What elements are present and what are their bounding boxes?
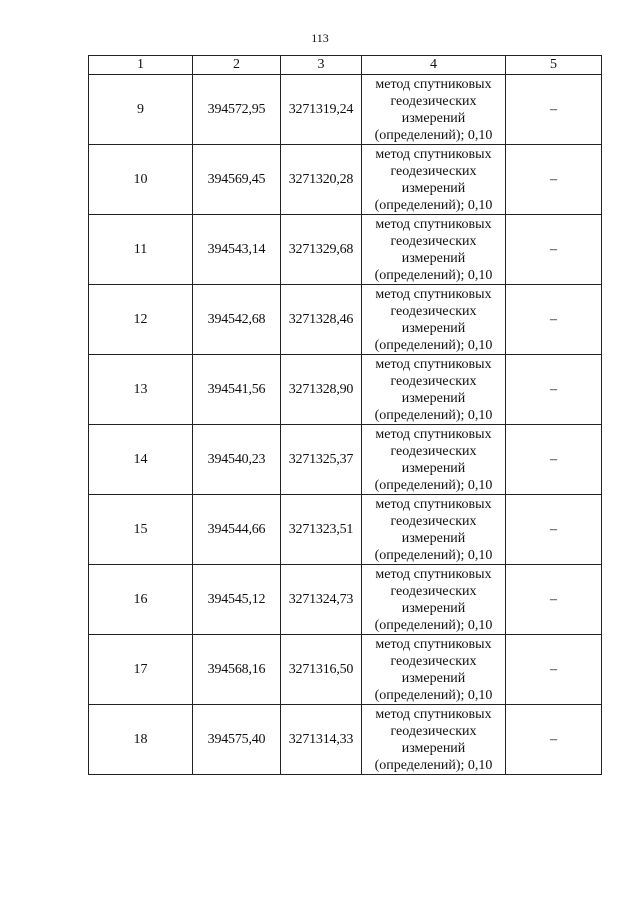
method-line: (определений); 0,10 (374, 127, 493, 143)
x-coordinate-cell: 394544,66 (193, 495, 281, 565)
method-line: (определений); 0,10 (374, 267, 493, 283)
point-number-cell: 18 (89, 705, 193, 775)
header-col-1: 1 (89, 56, 193, 75)
x-coordinate-cell: 394542,68 (193, 285, 281, 355)
point-number-cell: 15 (89, 495, 193, 565)
point-number-cell: 12 (89, 285, 193, 355)
table-row (89, 145, 602, 215)
method-line: геодезических (390, 583, 477, 599)
method-line: (определений); 0,10 (374, 547, 493, 563)
method-cell (362, 145, 506, 215)
x-coordinate-cell: 394541,56 (193, 355, 281, 425)
header-col-2: 2 (193, 56, 281, 75)
method-cell (362, 355, 506, 425)
table-row (89, 355, 602, 425)
table-row (89, 285, 602, 355)
method-line: измерений (401, 110, 466, 126)
table-body (89, 75, 602, 775)
method-cell (362, 425, 506, 495)
column-5-cell: – (506, 425, 602, 495)
method-cell (362, 75, 506, 145)
method-line: измерений (401, 740, 466, 756)
column-5-cell: – (506, 355, 602, 425)
point-number-cell: 17 (89, 635, 193, 705)
method-line: метод спутниковых (375, 636, 492, 652)
method-line: (определений); 0,10 (374, 337, 493, 353)
method-cell (362, 705, 506, 775)
point-number-cell: 9 (89, 75, 193, 145)
table-row (89, 705, 602, 775)
y-coordinate-cell: 3271324,73 (281, 565, 362, 635)
method-line: метод спутниковых (375, 496, 492, 512)
method-line: измерений (401, 180, 466, 196)
column-5-cell: – (506, 285, 602, 355)
method-line: геодезических (390, 163, 477, 179)
table-row (89, 565, 602, 635)
table-row (89, 215, 602, 285)
method-line: метод спутниковых (375, 356, 492, 372)
point-number-cell: 13 (89, 355, 193, 425)
x-coordinate-cell: 394575,40 (193, 705, 281, 775)
y-coordinate-cell: 3271325,37 (281, 425, 362, 495)
page-number: 113 (311, 31, 329, 45)
method-line: метод спутниковых (375, 566, 492, 582)
method-cell (362, 495, 506, 565)
x-coordinate-cell: 394572,95 (193, 75, 281, 145)
y-coordinate-cell: 3271328,90 (281, 355, 362, 425)
column-5-cell: – (506, 635, 602, 705)
table-row (89, 75, 602, 145)
column-5-cell: – (506, 565, 602, 635)
header-col-5: 5 (506, 56, 602, 75)
table-row (89, 425, 602, 495)
y-coordinate-cell: 3271319,24 (281, 75, 362, 145)
method-cell (362, 285, 506, 355)
column-5-cell: – (506, 215, 602, 285)
method-line: геодезических (390, 373, 477, 389)
x-coordinate-cell: 394568,16 (193, 635, 281, 705)
table-row (89, 495, 602, 565)
method-cell (362, 215, 506, 285)
method-line: (определений); 0,10 (374, 687, 493, 703)
method-line: геодезических (390, 303, 477, 319)
method-line: геодезических (390, 93, 477, 109)
method-line: измерений (401, 530, 466, 546)
method-line: геодезических (390, 443, 477, 459)
method-line: (определений); 0,10 (374, 197, 493, 213)
y-coordinate-cell: 3271314,33 (281, 705, 362, 775)
method-line: геодезических (390, 723, 477, 739)
y-coordinate-cell: 3271316,50 (281, 635, 362, 705)
coordinates-table (88, 55, 602, 775)
point-number-cell: 16 (89, 565, 193, 635)
method-line: метод спутниковых (375, 76, 492, 92)
method-line: геодезических (390, 653, 477, 669)
method-line: (определений); 0,10 (374, 757, 493, 773)
column-5-cell: – (506, 145, 602, 215)
header-col-3: 3 (281, 56, 362, 75)
y-coordinate-cell: 3271323,51 (281, 495, 362, 565)
x-coordinate-cell: 394569,45 (193, 145, 281, 215)
x-coordinate-cell: 394540,23 (193, 425, 281, 495)
method-line: геодезических (390, 513, 477, 529)
x-coordinate-cell: 394543,14 (193, 215, 281, 285)
method-line: метод спутниковых (375, 216, 492, 232)
method-line: метод спутниковых (375, 286, 492, 302)
y-coordinate-cell: 3271328,46 (281, 285, 362, 355)
y-coordinate-cell: 3271320,28 (281, 145, 362, 215)
method-cell (362, 565, 506, 635)
method-line: (определений); 0,10 (374, 407, 493, 423)
method-line: (определений); 0,10 (374, 477, 493, 493)
method-line: метод спутниковых (375, 146, 492, 162)
point-number-cell: 10 (89, 145, 193, 215)
method-cell (362, 635, 506, 705)
method-line: измерений (401, 320, 466, 336)
column-5-cell: – (506, 495, 602, 565)
method-line: измерений (401, 250, 466, 266)
method-line: измерений (401, 600, 466, 616)
x-coordinate-cell: 394545,12 (193, 565, 281, 635)
y-coordinate-cell: 3271329,68 (281, 215, 362, 285)
method-line: измерений (401, 390, 466, 406)
method-line: метод спутниковых (375, 426, 492, 442)
method-line: измерений (401, 670, 466, 686)
table-row (89, 635, 602, 705)
header-col-4: 4 (362, 56, 506, 75)
column-5-cell: – (506, 705, 602, 775)
column-5-cell: – (506, 75, 602, 145)
method-line: измерений (401, 460, 466, 476)
method-line: геодезических (390, 233, 477, 249)
point-number-cell: 14 (89, 425, 193, 495)
point-number-cell: 11 (89, 215, 193, 285)
table-header-row (89, 56, 602, 75)
method-line: метод спутниковых (375, 706, 492, 722)
method-line: (определений); 0,10 (374, 617, 493, 633)
